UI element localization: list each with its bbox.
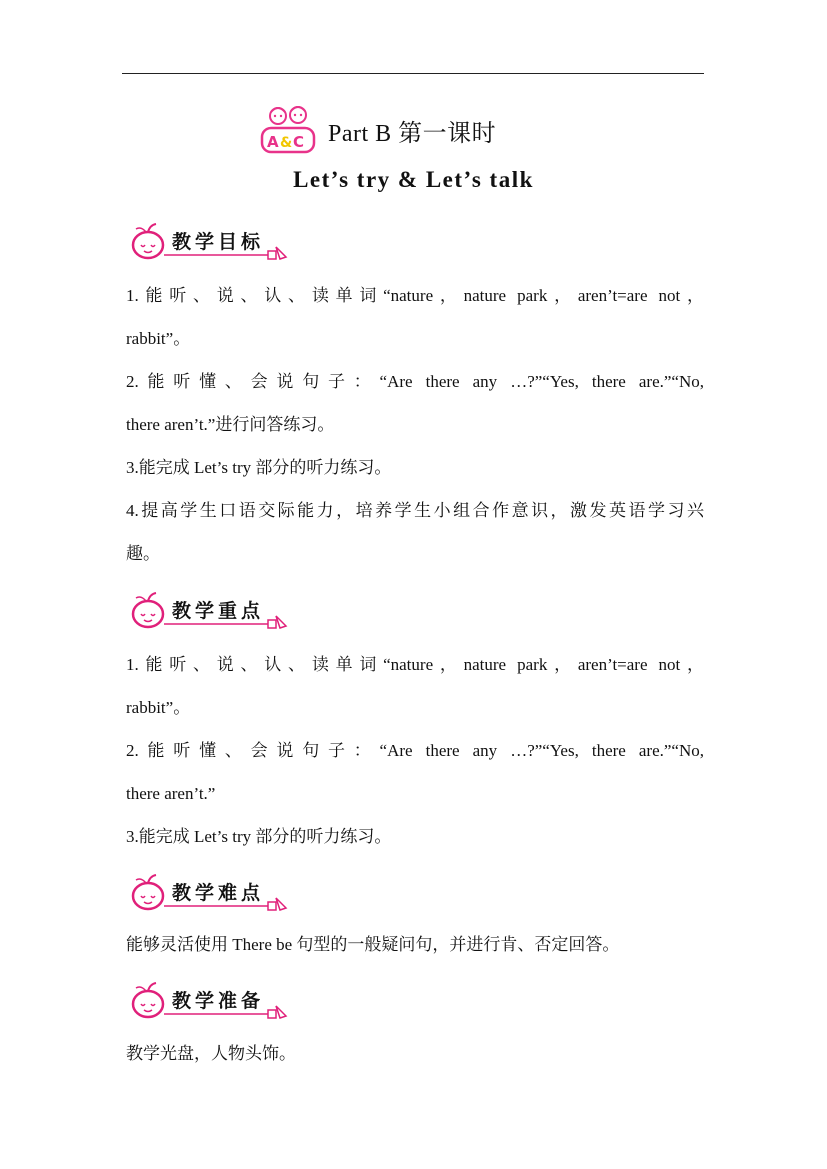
section-heading-label: 教学准备 bbox=[172, 990, 265, 1012]
section-heading-objectives bbox=[126, 220, 296, 264]
text-line: 2.能听懂、会说句子：“Are there any …?”“Yes, there are.”“No, bbox=[126, 372, 704, 391]
section-body-key-points bbox=[126, 643, 704, 858]
svg-text:A: A bbox=[267, 133, 279, 151]
text-line: 1.能听、说、认、读单词“nature，nature park，aren’t=are not， bbox=[126, 655, 704, 674]
section-heading-label: 教学目标 bbox=[172, 231, 265, 253]
text-line: rabbit”。 bbox=[126, 698, 191, 717]
text-line: 趣。 bbox=[126, 544, 160, 563]
lesson-subtitle: Let’s try & Let’s talk bbox=[293, 167, 534, 192]
text-line: there aren’t.”进行问答练习。 bbox=[126, 415, 335, 434]
section-heading-key-points bbox=[126, 589, 296, 633]
text-line: 能够灵活使用 There be 句型的一般疑问句，并进行肯、否定回答。 bbox=[126, 935, 620, 954]
section-heading-preparation bbox=[126, 979, 296, 1023]
text-line: 教学光盘，人物头饰。 bbox=[126, 1044, 296, 1063]
abc-kids-icon bbox=[258, 104, 324, 156]
section-body-preparation bbox=[126, 1032, 704, 1075]
text-line: 2.能听懂、会说句子：“Are there any …?”“Yes, there are.”“No, bbox=[126, 741, 704, 760]
section-heading-label: 教学难点 bbox=[172, 882, 265, 904]
part-title: Part B 第一课时 bbox=[328, 120, 497, 147]
svg-text:&: & bbox=[280, 135, 293, 151]
section-body-difficulties bbox=[126, 923, 704, 966]
top-rule bbox=[122, 73, 704, 74]
section-body-objectives bbox=[126, 274, 704, 575]
text-line: 3.能完成 Let’s try 部分的听力练习。 bbox=[126, 458, 392, 477]
text-line: 4.提高学生口语交际能力，培养学生小组合作意识，激发英语学习兴 bbox=[126, 501, 704, 520]
text-line: there aren’t.” bbox=[126, 784, 216, 803]
svg-text:C: C bbox=[293, 133, 305, 151]
section-heading-label: 教学重点 bbox=[172, 600, 265, 622]
text-line: rabbit”。 bbox=[126, 329, 191, 348]
text-line: 1.能听、说、认、读单词“nature，nature park，aren’t=are not， bbox=[126, 286, 704, 305]
section-heading-difficulties bbox=[126, 871, 296, 915]
text-line: 3.能完成 Let’s try 部分的听力练习。 bbox=[126, 827, 392, 846]
title-row bbox=[258, 104, 496, 156]
